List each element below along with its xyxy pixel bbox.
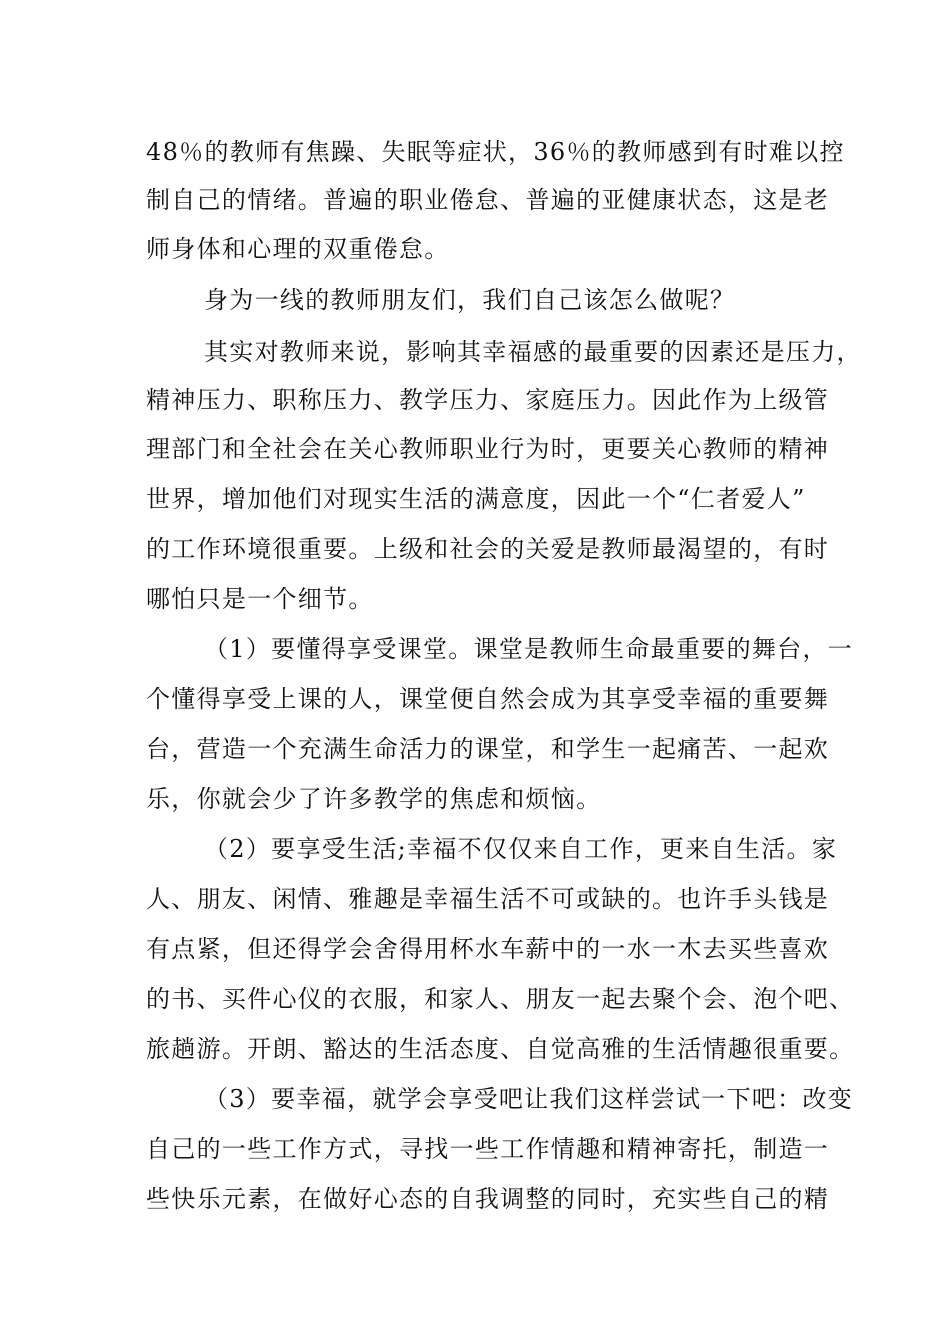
text-line: 身为一线的教师朋友们，我们自己该怎么做呢？ bbox=[204, 286, 736, 314]
text-line: （2）要享受生活;幸福不仅仅来自工作，更来自生活。家 bbox=[204, 835, 838, 863]
text-line: 精神压力、职称压力、教学压力、家庭压力。因此作为上级管 bbox=[146, 386, 830, 414]
text-line: 理部门和全社会在关心教师职业行为时，更要关心教师的精神 bbox=[146, 435, 830, 463]
text-line: 制自己的情绪。普遍的职业倦怠、普遍的亚健康状态，这是老 bbox=[146, 186, 830, 214]
text-line: 其实对教师来说，影响其幸福感的最重要的因素还是压力， bbox=[204, 338, 862, 366]
text-line: 有点紧，但还得学会舍得用杯水车薪中的一水一木去买些喜欢 bbox=[146, 935, 830, 963]
text-line: 乐，你就会少了许多教学的焦虑和烦恼。 bbox=[146, 785, 602, 813]
text-line: 自己的一些工作方式，寻找一些工作情趣和精神寄托，制造一 bbox=[146, 1135, 830, 1163]
text-line: 48％的教师有焦躁、失眠等症状，36％的教师感到有时难以控 bbox=[146, 138, 845, 166]
text-line: 些快乐元素，在做好心态的自我调整的同时，充实些自己的精 bbox=[146, 1185, 830, 1213]
text-line: 哪怕只是一个细节。 bbox=[146, 585, 374, 613]
text-line: （3）要幸福，就学会享受吧让我们这样尝试一下吧：改变 bbox=[204, 1085, 854, 1113]
text-line: 世界，增加他们对现实生活的满意度，因此一个“仁者爱人” bbox=[146, 485, 806, 513]
text-line: 的工作环境很重要。上级和社会的关爱是教师最渴望的，有时 bbox=[146, 535, 830, 563]
text-line: （1）要懂得享受课堂。课堂是教师生命最重要的舞台，一 bbox=[204, 635, 854, 663]
text-line: 台，营造一个充满生命活力的课堂，和学生一起痛苦、一起欢 bbox=[146, 735, 830, 763]
text-line: 个懂得享受上课的人，课堂便自然会成为其享受幸福的重要舞 bbox=[146, 685, 830, 713]
text-line: 人、朋友、闲情、雅趣是幸福生活不可或缺的。也许手头钱是 bbox=[146, 885, 830, 913]
text-line: 师身体和心理的双重倦怠。 bbox=[146, 235, 450, 263]
text-line: 旅趟游。开朗、豁达的生活态度、自觉高雅的生活情趣很重要。 bbox=[146, 1035, 855, 1063]
text-line: 的书、买件心仪的衣服，和家人、朋友一起去聚个会、泡个吧、 bbox=[146, 985, 855, 1013]
